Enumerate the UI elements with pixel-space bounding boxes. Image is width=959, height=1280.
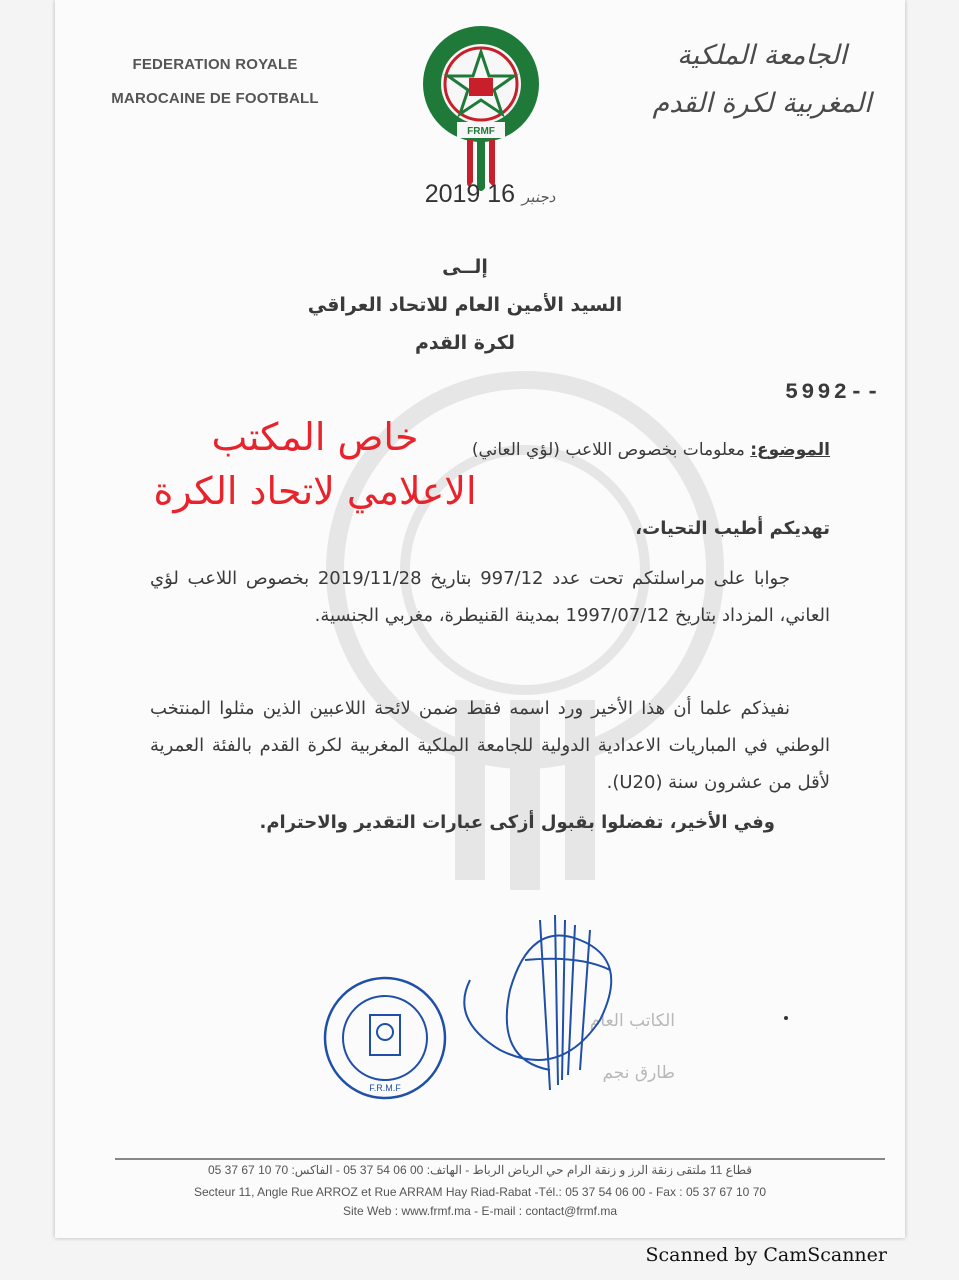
header-ar-line1: الجامعة الملكية — [677, 40, 847, 71]
date-day: 16 — [487, 180, 516, 208]
letter-page — [55, 0, 905, 1238]
subject-text: معلومات بخصوص اللاعب (لؤي العاني) — [471, 440, 745, 460]
red-annotation-line1: خاص المكتب — [211, 415, 419, 459]
header-arabic — [637, 32, 887, 128]
reference-number: 5992-- — [785, 380, 883, 405]
ink-dot — [784, 1016, 788, 1020]
addressee-line2: لكرة القدم — [414, 332, 516, 354]
seal-text: F.R.M.F — [369, 1083, 401, 1093]
signature-title: الكاتب العام — [589, 1011, 675, 1031]
paragraph-1: جوابا على مراسلتكم تحت عدد 997/12 بتاريخ 2019/11/28 بخصوص اللاعب لؤي العاني، المزداد بتاريخ 1997/07/12 بمدينة القنيطرة، مغربي الجنسية. — [150, 568, 830, 626]
addressee-to: إلــى — [442, 256, 488, 278]
header-fr-line2: MAROCAINE DE FOOTBALL — [111, 90, 319, 107]
header-french — [95, 48, 335, 116]
addressee-line1: السيد الأمين العام للاتحاد العراقي — [307, 294, 623, 316]
red-annotation-line2: الاعلامي لاتحاد الكرة — [153, 469, 477, 513]
camscanner-watermark: Scanned by CamScanner — [645, 1244, 887, 1266]
paragraph-2: نفيذكم علما أن هذا الأخير ورد اسمه فقط ضمن لائحة اللاعبين الذين مثلوا المنتخب الوطني في المباريات الاعدادية الدولية للجامعة الملكية المغربية لكرة القدم بالفئة العمرية لأقل من عشرون سنة (U20). — [150, 698, 830, 793]
footer-french-address: Secteur 11, Angle Rue ARROZ et Rue ARRAM Hay Riad-Rabat -Tél.: 05 37 54 06 00 - Fax : 05 37 67 10 70 — [193, 1185, 767, 1199]
footer-divider — [115, 1158, 885, 1160]
logo-text: FRMF — [467, 126, 495, 137]
official-seal — [320, 970, 450, 1110]
header-ar-line2: المغربية لكرة القدم — [652, 88, 872, 119]
frmf-logo — [417, 22, 545, 192]
header-fr-line1: FEDERATION ROYALE — [132, 56, 298, 73]
addressee-block — [205, 248, 725, 362]
greeting: تهديكم أطيب التحيات، — [635, 518, 830, 539]
footer-arabic-address: قطاع 11 ملتقى زنقة الرز و زنقة الرام حي الرياض الرباط - الهاتف: 00 06 54 37 05 - الفاكس: 70 10 67 37 05 — [207, 1163, 753, 1177]
red-annotation — [95, 410, 535, 518]
signature-name: طارق نجم — [602, 1063, 675, 1083]
date-year: 2019 — [424, 180, 481, 208]
closing-line: وفي الأخير، تفضلوا بقبول أزكى عبارات التقدير والاحترام. — [259, 812, 775, 833]
date-month: دجنبر — [522, 189, 556, 206]
subject-label: الموضوع: — [750, 440, 830, 460]
footer-web-email: Site Web : www.frmf.ma - E-mail : contact@frmf.ma — [342, 1204, 617, 1218]
letter-date — [415, 180, 565, 209]
handwritten-signature — [440, 900, 640, 1100]
